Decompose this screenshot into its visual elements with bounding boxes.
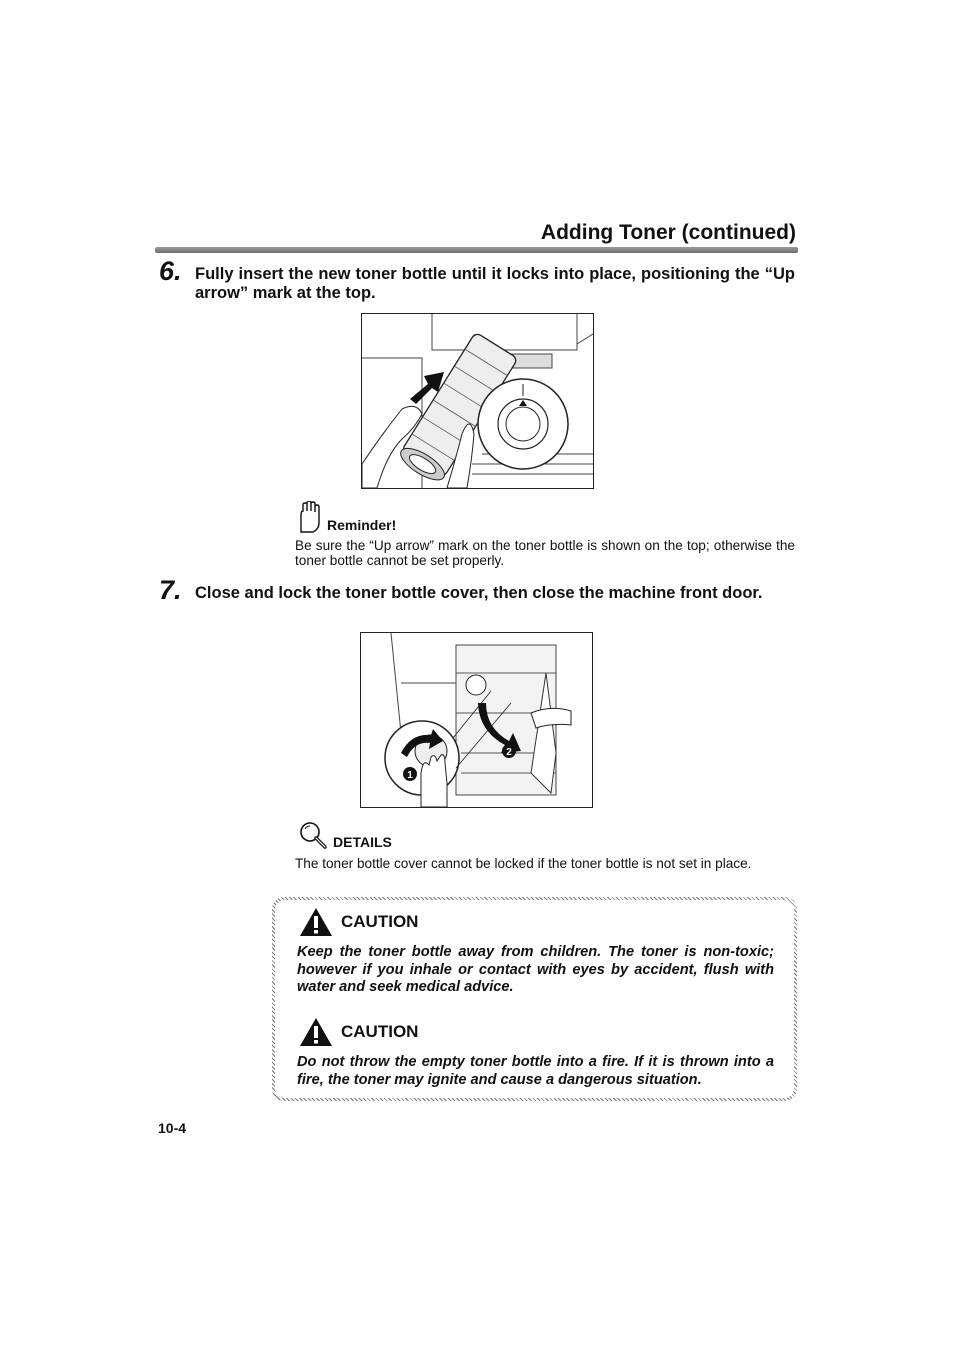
illustration-insert-toner [362,314,593,488]
hand-icon [297,501,321,533]
caution-text-2: Do not throw the empty toner bottle into a fire. If it is thrown into a fire, the toner may ignite and cause a dangerous situation. [297,1054,774,1088]
caution-label-2: CAUTION [341,1022,419,1041]
details-label: DETAILS [333,834,392,850]
caution-box [272,897,797,1101]
callout-1: 1 [407,770,413,781]
page-title: Adding Toner (continued) [540,221,796,244]
warning-triangle-icon [299,1017,333,1047]
magnifier-icon [298,820,328,850]
caution-text-1: Keep the toner bottle away from children. The toner is non-toxic; however if you inhale or contact with eyes by accident, flush with water and seek medical advice. [297,944,774,995]
caution-heading-1 [299,907,418,937]
caution-label-1: CAUTION [341,912,419,931]
step-6-number: 6. [159,256,182,286]
figure-insert-toner-bottle [361,313,594,489]
step-6-text: Fully insert the new toner bottle until it locks into place, positioning the “Up arrow” mark at the top. [195,265,795,302]
caution-heading-2 [299,1017,418,1047]
figure-close-toner-cover [360,632,593,808]
warning-triangle-icon [299,907,333,937]
caution-box-inner [275,900,794,1098]
callout-2: 2 [506,747,512,758]
page-number: 10-4 [158,1120,187,1136]
header-rule [155,247,798,253]
details-text: The toner bottle cover cannot be locked if the toner bottle is not set in place. [295,856,752,871]
step-7-text: Close and lock the toner bottle cover, then close the machine front door. [195,584,763,602]
step-7-number: 7. [159,575,182,605]
reminder-label: Reminder! [327,517,397,533]
reminder-text: Be sure the “Up arrow” mark on the toner bottle is shown on the top; otherwise the toner bottle cannot be set properly. [295,538,795,568]
illustration-close-cover [361,633,592,807]
